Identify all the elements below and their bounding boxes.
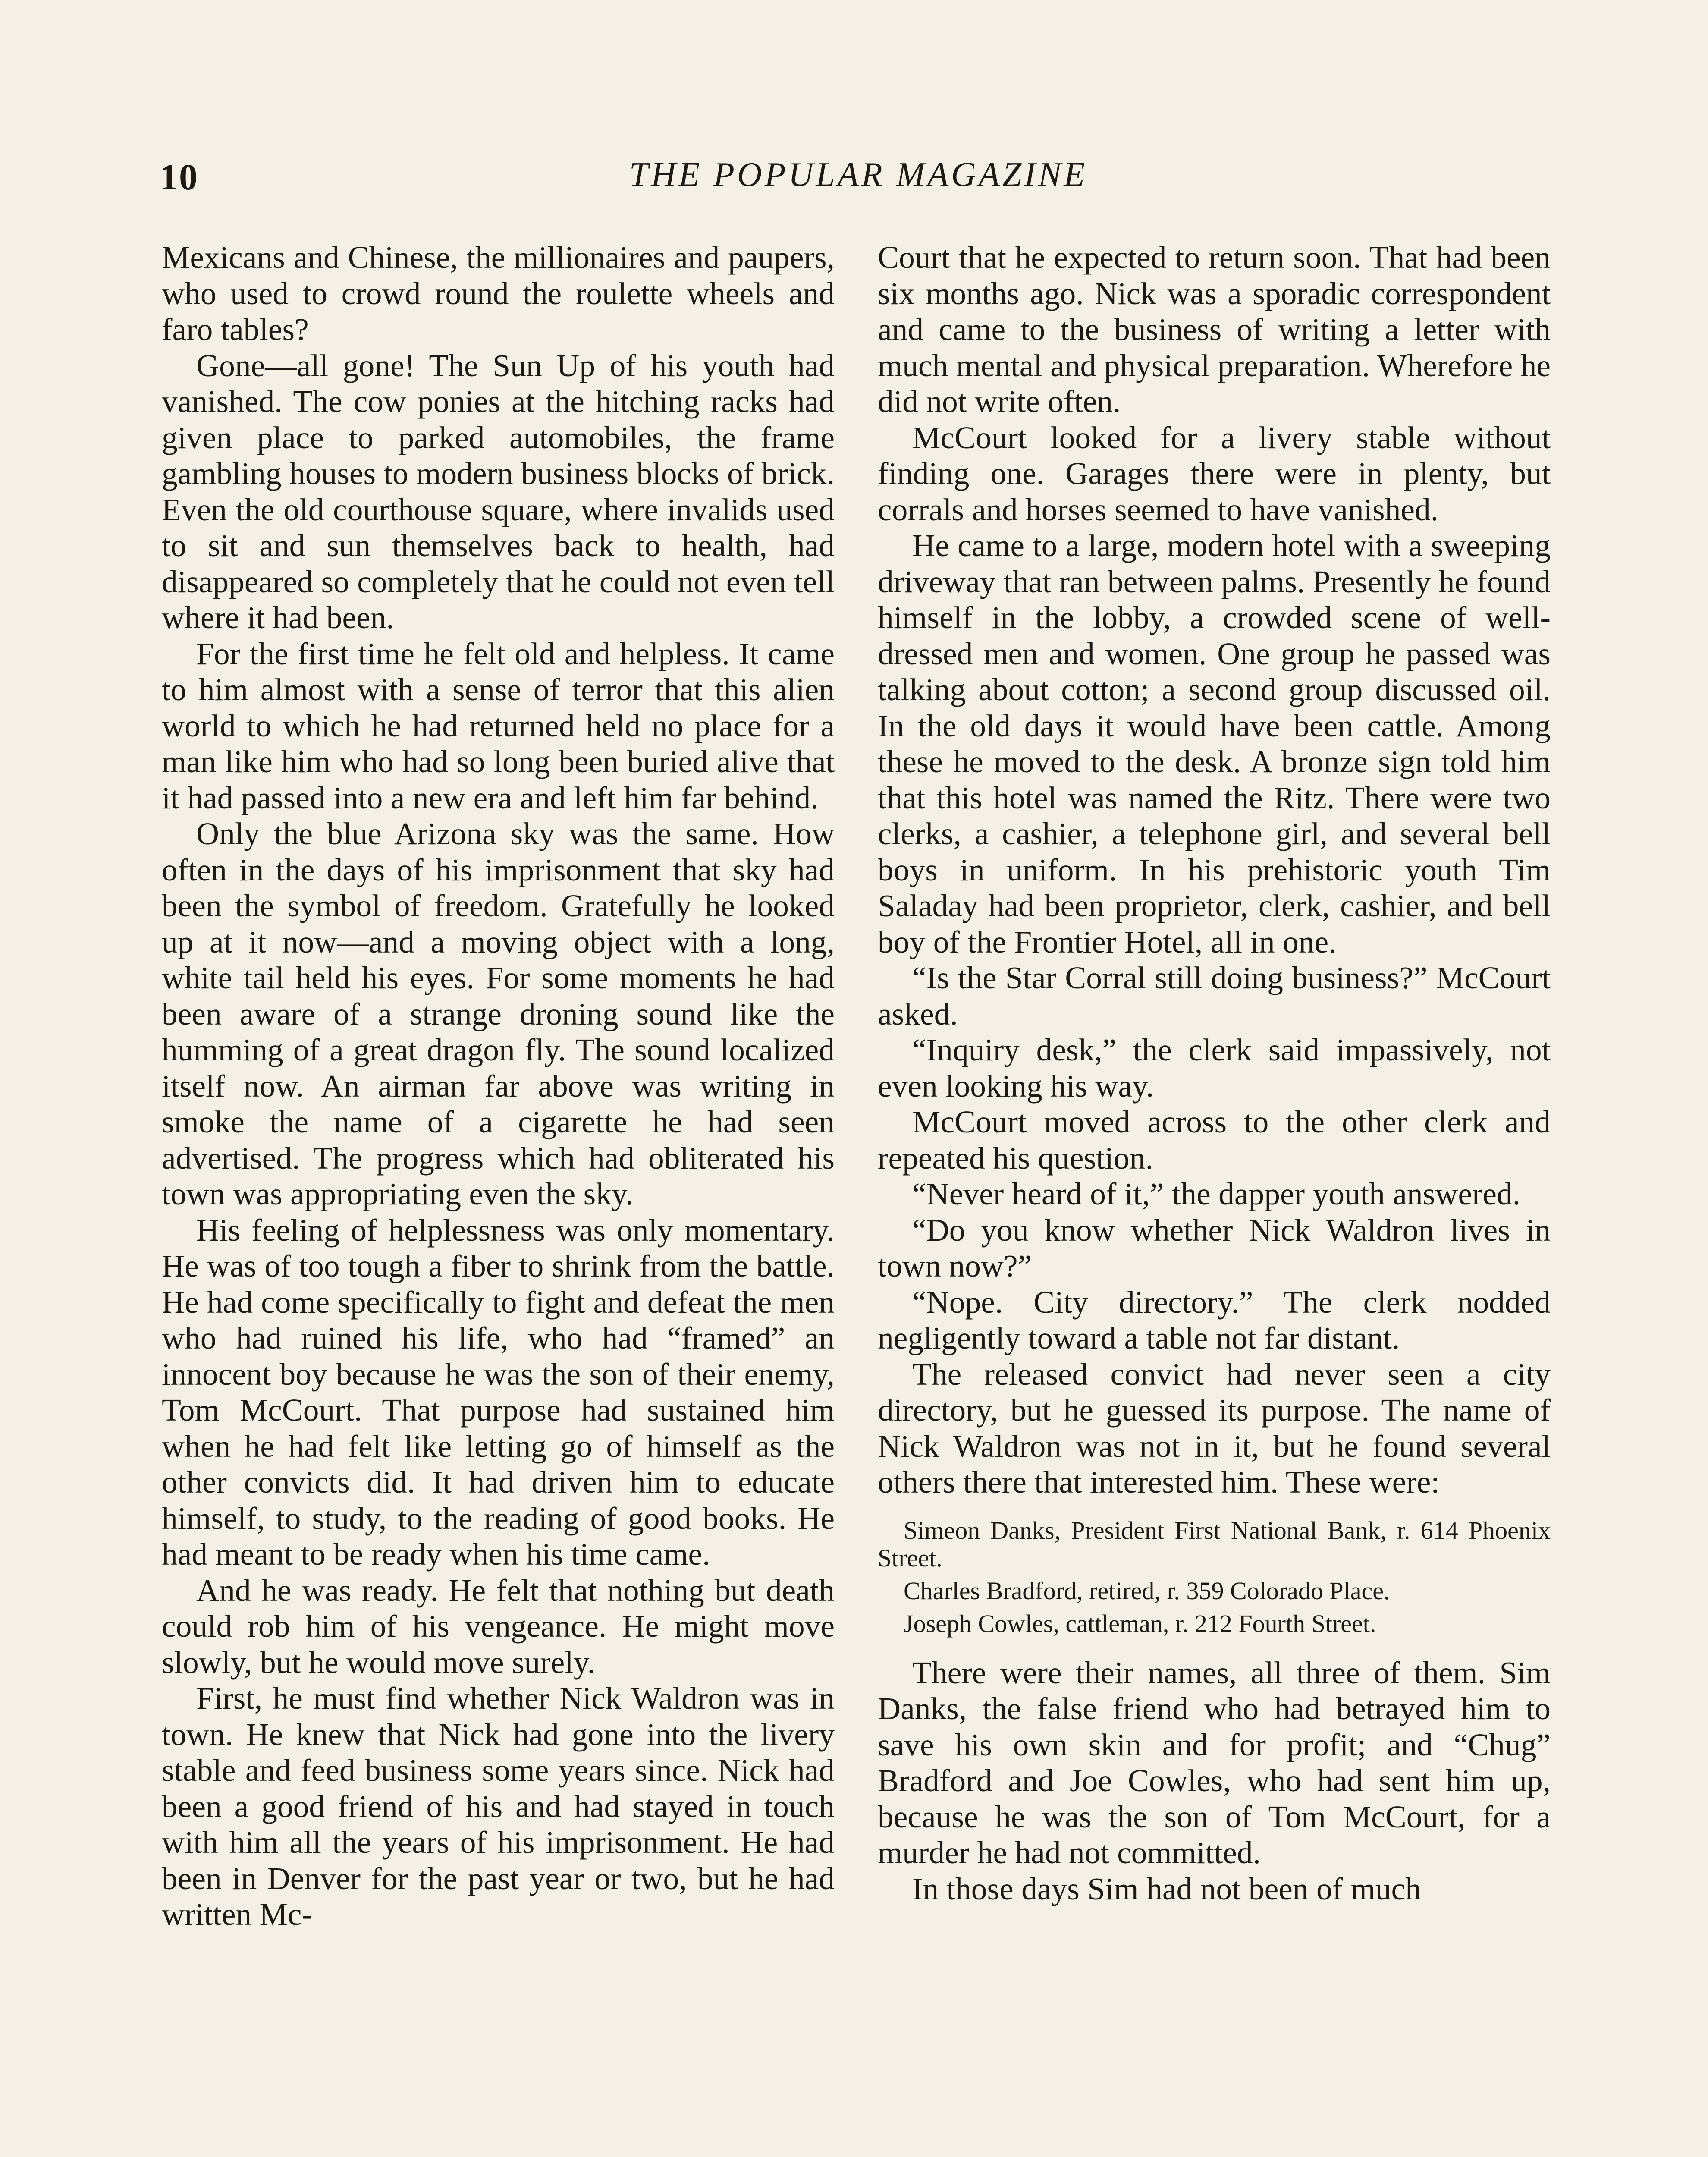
paragraph: First, he must find whether Nick Waldron was in town. He knew that Nick had gone into the livery stable and feed business some years since. Nick had been a good friend of his and had stayed in touch with him all the years of his imprisonment. He had been in Denver for the past year or two, but he had written Mc- <box>162 1681 835 1932</box>
paragraph: In those days Sim had not been of much <box>912 1871 1421 1906</box>
directory-listing <box>878 1517 1551 1638</box>
paragraph: His feeling of helplessness was only momentary. He was of too tough a fiber to shrink from the battle. He had come specifically to fight and defeat the men who had ruined his life, who had “framed” an innocent boy because he was the son of their enemy, Tom McCourt. That purpose had sustained him when he had felt like letting go of himself as the other convicts did. It had driven him to educate himself, to study, to the reading of good books. He had meant to be ready when his time came. <box>162 1212 835 1572</box>
paragraph: “Inquiry desk,” the clerk said impassively, not even looking his way. <box>878 1032 1551 1104</box>
paragraph: Gone—all gone! The Sun Up of his youth had vanished. The cow ponies at the hitching racks had given place to parked automobiles, the frame gambling houses to modern business blocks of brick. Even the old courthouse square, where invalids used to sit and sun themselves back to health, had disappeared so completely that he could not even tell where it had been. <box>162 348 835 635</box>
paragraph: Mexicans and Chinese, the millionaires and paupers, who used to crowd round the roulette wheels and faro tables? <box>162 240 835 347</box>
paragraph: The released convict had never seen a city directory, but he guessed its purpose. The name of Nick Waldron was not in it, but he found several others there that interested him. These were: <box>878 1356 1551 1500</box>
running-title: THE POPULAR MAGAZINE <box>629 156 1088 194</box>
directory-entry: Charles Bradford, retired, r. 359 Colorado Place. <box>904 1576 1390 1605</box>
left-column <box>162 239 835 1933</box>
paragraph: Court that he expected to return soon. That had been six months ago. Nick was a sporadic correspondent and came to the business of writing a letter with much mental and physical preparation. Wherefore he did not write often. <box>878 240 1551 419</box>
paragraph: “Never heard of it,” the dapper youth answered. <box>912 1176 1521 1211</box>
paragraph: There were their names, all three of them. Sim Danks, the false friend who had betrayed him to save his own skin and for profit; and “Chug” Bradford and Joe Cowles, who had sent him up, because he was the son of Tom McCourt, for a murder he had not committed. <box>878 1655 1551 1870</box>
paragraph: “Do you know whether Nick Waldron lives in town now?” <box>878 1212 1551 1283</box>
paragraph: He came to a large, modern hotel with a sweeping driveway that ran between palms. Presently he found himself in the lobby, a crowded scene of well-dressed men and women. One group he passed was talking about cotton; a second group discussed oil. In the old days it would have been cattle. Among these he moved to the desk. A bronze sign told him that this hotel was named the Ritz. There were two clerks, a cashier, a telephone girl, and several bell boys in uniform. In his prehistoric youth Tim Saladay had been proprietor, clerk, cashier, and bell boy of the Frontier Hotel, all in one. <box>878 528 1551 959</box>
paragraph: “Is the Star Corral still doing business?” McCourt asked. <box>878 960 1551 1031</box>
directory-entry: Joseph Cowles, cattleman, r. 212 Fourth Street. <box>904 1609 1376 1638</box>
page-number: 10 <box>160 156 198 198</box>
right-column <box>878 239 1551 1907</box>
page-header <box>160 155 1557 216</box>
paragraph: For the first time he felt old and helpless. It came to him almost with a sense of terror that this alien world to which he had returned held no place for a man like him who had so long been buried alive that it had passed into a new era and left him far behind. <box>162 636 835 815</box>
paragraph: Only the blue Arizona sky was the same. How often in the days of his imprisonment that sky had been the symbol of freedom. Gratefully he looked up at it now—and a moving object with a long, white tail held his eyes. For some moments he had been aware of a strange droning sound like the humming of a great dragon fly. The sound localized itself now. An airman far above was writing in smoke the name of a cigarette he had seen advertised. The progress which had obliterated his town was appropriating even the sky. <box>162 816 835 1211</box>
paragraph: McCourt moved across to the other clerk and repeated his question. <box>878 1104 1551 1176</box>
paragraph: And he was ready. He felt that nothing but death could rob him of his vengeance. He might move slowly, but he would move surely. <box>162 1572 835 1680</box>
paragraph: “Nope. City directory.” The clerk nodded negligently toward a table not far distant. <box>878 1284 1551 1355</box>
directory-entry: Simeon Danks, President First National Bank, r. 614 Phoenix Street. <box>878 1516 1551 1572</box>
paragraph: McCourt looked for a livery stable without finding one. Garages there were in plenty, but corrals and horses seemed to have vanished. <box>878 420 1551 527</box>
